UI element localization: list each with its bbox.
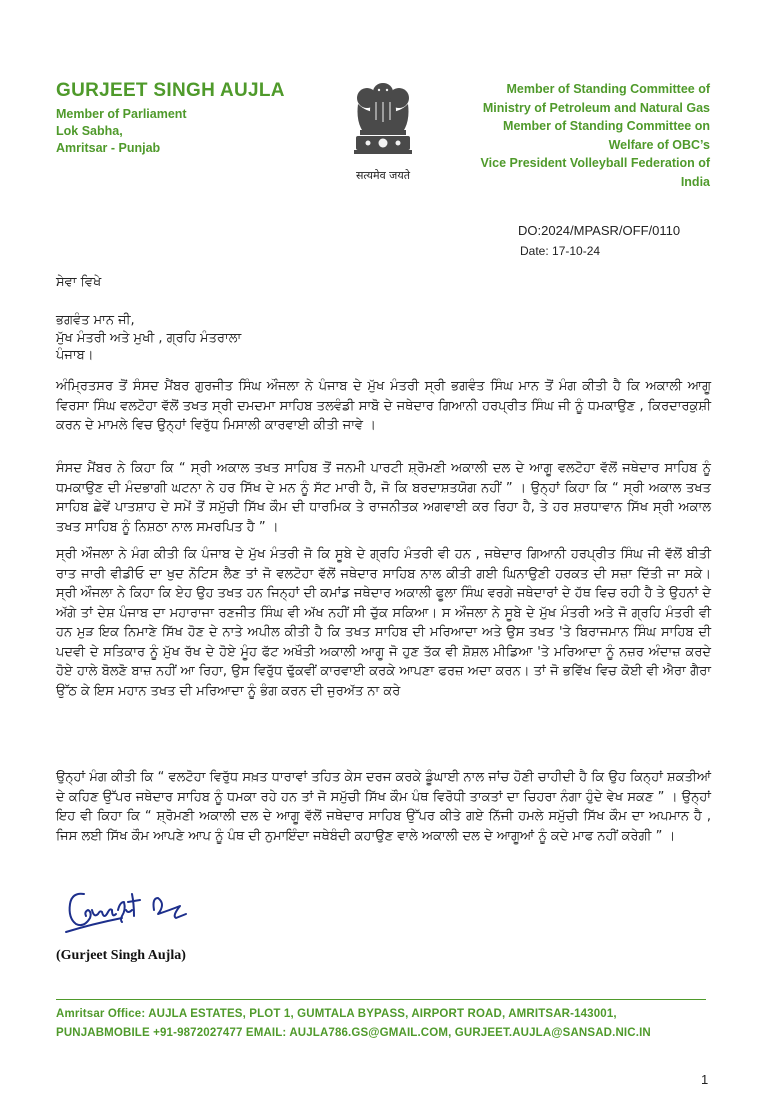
committee-line: Welfare of OBC’s [608, 137, 710, 152]
committee-line: Ministry of Petroleum and Natural Gas [482, 100, 710, 115]
signatory-name: (Gurjeet Singh Aujla) [56, 948, 186, 963]
body-paragraph: ਅੰਮ੍ਰਿਤਸਰ ਤੋਂ ਸੰਸਦ ਮੈਂਬਰ ਗੁਰਜੀਤ ਸਿੰਘ ਔਜਲਾ ਨੇ ਪੰਜਾਬ ਦੇ ਮੁੱਖ ਮੰਤਰੀ ਸ੍ਰੀ ਭਗਵੰਤ ਸਿੰਘ ਮਾਨ ਤੋਂ ਮੰਗ ਕੀਤੀ ਹੈ ਕਿ ਅਕਾਲੀ ਆਗੂ ਵਿਰਸਾ ਸਿੰਘ ਵਲਟੋਹਾ ਵੱਲੋਂ ਤਖਤ ਸ੍ਰੀ ਦਮਦਮਾ ਸਾਹਿਬ ਤਲਵੰਡੀ ਸਾਬੋ ਦੇ ਜਥੇਦਾਰ ਗਿਆਨੀ ਹਰਪ੍ਰੀਤ ਸਿੰਘ ਜੀ ਨੂੰ ਧਮਕਾਉਣ , ਕਿਰਦਾਰਕੁਸ਼ੀ ਕਰਨ ਦੇ ਮਾਮਲੇ ਵਿਚ ਉਨ੍ਹਾਂ ਵਿਰੁੱਧ ਮਿਸਾਲੀ ਕਾਰਵਾਈ ਕੀਤੀ ਜਾਵੇ । [56, 379, 711, 433]
committee-line: Vice President Volleyball Federation of [480, 156, 710, 171]
committee-line: Member of Standing Committee on [503, 119, 710, 134]
footer-divider [56, 999, 706, 1000]
salutation: ਸੇਵਾ ਵਿਖੇ [56, 275, 102, 290]
sender-designation [56, 106, 187, 157]
sender-name: GURJEET SINGH AUJLA [56, 80, 285, 101]
emblem-motto: सत्यमेव जयते [355, 169, 410, 182]
addressee-line: ਪੰਜਾਬ। [56, 348, 94, 363]
reference-number: DO:2024/MPASR/OFF/0110 [518, 223, 681, 238]
footer-line: Amritsar Office: AUJLA ESTATES, PLOT 1, GUMTALA BYPASS, AIRPORT ROAD, AMRITSAR-143001, [56, 1008, 617, 1020]
committee-memberships [481, 80, 710, 192]
sender-designation-line: Member of Parliament [56, 107, 187, 121]
footer-address [56, 1005, 651, 1042]
letter-date: Date: 17-10-24 [520, 244, 601, 258]
page-number: 1 [701, 1072, 709, 1087]
footer-line: PUNJABMOBILE +91-9872027477 EMAIL: AUJLA786.GS@GMAIL.COM, GURJEET.AUJLA@SANSAD.NIC.IN [56, 1026, 651, 1039]
body-paragraph: ਸੰਸਦ ਮੈਂਬਰ ਨੇ ਕਿਹਾ ਕਿ “ ਸ੍ਰੀ ਅਕਾਲ ਤਖਤ ਸਾਹਿਬ ਤੋਂ ਜਨਮੀ ਪਾਰਟੀ ਸ਼੍ਰੋਮਣੀ ਅਕਾਲੀ ਦਲ ਦੇ ਆਗੂ ਵਲਟੋਹਾ ਵੱਲੋਂ ਜਥੇਦਾਰ ਸਾਹਿਬ ਨੂੰ ਧਮਕਾਉਣ ਦੀ ਮੰਦਭਾਗੀ ਘਟਨਾ ਨੇ ਹਰ ਸਿੱਖ ਦੇ ਮਨ ਨੂੰ ਸੱਟ ਮਾਰੀ ਹੈ, ਜੋ ਕਿ ਬਰਦਾਸ਼ਤਯੋਗ ਨਹੀਂ ” । ਉਨ੍ਹਾਂ ਕਿਹਾ ਕਿ “ ਸ੍ਰੀ ਅਕਾਲ ਤਖਤ ਸਾਹਿਬ ਛੇਵੇਂ ਪਾਤਸ਼ਾਹ ਦੇ ਸਮੇਂ ਤੋਂ ਸਮੁੱਚੀ ਸਿੱਖ ਕੌਮ ਦੀ ਧਾਰਮਿਕ ਤੇ ਰਾਜਨੀਤਕ ਅਗਵਾਈ ਕਰ ਰਿਹਾ ਹੈ, ਤੇ ਹਰ ਸ਼ਰਧਾਵਾਨ ਸਿੱਖ ਸ੍ਰੀ ਅਕਾਲ ਤਖਤ ਸਾਹਿਬ ਨੂੰ ਨਿਸ਼ਠਾ ਨਾਲ ਸਮਰਪਿਤ ਹੈ ” । [56, 461, 711, 535]
handwritten-signature [62, 880, 212, 940]
committee-line: India [680, 174, 710, 189]
sender-designation-line: Lok Sabha, [56, 124, 123, 138]
addressee-block [56, 312, 241, 365]
committee-line: Member of Standing Committee of [506, 82, 710, 96]
addressee-line: ਮੁੱਖ ਮੰਤਰੀ ਅਤੇ ਮੁਖੀ , ਗ੍ਰਹਿ ਮੰਤਰਾਲਾ [56, 330, 242, 346]
body-paragraph: ਉਨ੍ਹਾਂ ਮੰਗ ਕੀਤੀ ਕਿ “ ਵਲਟੋਹਾ ਵਿਰੁੱਧ ਸਖ਼ਤ ਧਾਰਾਵਾਂ ਤਹਿਤ ਕੇਸ ਦਰਜ ਕਰਕੇ ਡੂੰਘਾਈ ਨਾਲ ਜਾਂਚ ਹੋਣੀ ਚਾਹੀਦੀ ਹੈ ਕਿ ਉਹ ਕਿਨ੍ਹਾਂ ਸ਼ਕਤੀਆਂ ਦੇ ਕਹਿਣ ਉੱਪਰ ਜਥੇਦਾਰ ਸਾਹਿਬ ਨੂੰ ਧਮਕਾ ਰਹੇ ਹਨ ਤਾਂ ਜੋ ਸਮੁੱਚੀ ਸਿੱਖ ਕੌਮ ਪੰਥ ਵਿਰੋਧੀ ਤਾਕਤਾਂ ਦਾ ਚਿਹਰਾ ਨੰਗਾ ਹੁੰਦੇ ਵੇਖ ਸਕਣ ” । ਉਨ੍ਹਾਂ ਇਹ ਵੀ ਕਿਹਾ ਕਿ “ ਸ਼੍ਰੋਮਣੀ ਅਕਾਲੀ ਦਲ ਦੇ ਆਗੂ ਵੱਲੋਂ ਜਥੇਦਾਰ ਸਾਹਿਬ ਉੱਪਰ ਕੀਤੇ ਗਏ ਨਿੱਜੀ ਹਮਲੇ ਸਮੁੱਚੀ ਸਿੱਖ ਕੌਮ ਦਾ ਅਪਮਾਨ ਹੈ , ਜਿਸ ਲਈ ਸਿੱਖ ਕੌਮ ਆਪਣੇ ਆਪ ਨੂੰ ਪੰਥ ਦੀ ਨੁਮਾਇੰਦਾ ਜਥੇਬੰਦੀ ਕਹਾਉਣ ਵਾਲੇ ਅਕਾਲੀ ਦਲ ਦੇ ਆਗੂਆਂ ਨੂੰ ਕਦੇ ਮਾਫ ਨਹੀਂ ਕਰੇਗੀ ” । [56, 770, 711, 844]
addressee-line: ਭਗਵੰਤ ਮਾਨ ਜੀ, [56, 313, 135, 328]
body-paragraph: ਸ੍ਰੀ ਔਜਲਾ ਨੇ ਮੰਗ ਕੀਤੀ ਕਿ ਪੰਜਾਬ ਦੇ ਮੁੱਖ ਮੰਤਰੀ ਜੋ ਕਿ ਸੂਬੇ ਦੇ ਗ੍ਰਹਿ ਮੰਤਰੀ ਵੀ ਹਨ , ਜਥੇਦਾਰ ਗਿਆਨੀ ਹਰਪ੍ਰੀਤ ਸਿੰਘ ਜੀ ਵੱਲੋਂ ਬੀਤੀ ਰਾਤ ਜਾਰੀ ਵੀਡੀਓ ਦਾ ਖੁਦ ਨੋਟਿਸ ਲੈਣ ਤਾਂ ਜੋ ਵਲਟੋਹਾ ਵੱਲੋਂ ਜਥੇਦਾਰ ਸਾਹਿਬ ਨਾਲ ਕੀਤੀ ਗਈ ਘਿਨਾਉਣੀ ਹਰਕਤ ਦੀ ਸਜ਼ਾ ਦਿੱਤੀ ਜਾ ਸਕੇ। ਸ੍ਰੀ ਔਜਲਾ ਨੇ ਕਿਹਾ ਕਿ ਏਹ ਉਹ ਤਖਤ ਹਨ ਜਿਨ੍ਹਾਂ ਦੀ ਕਮਾਂਡ ਜਥੇਦਾਰ ਅਕਾਲੀ ਫੂਲਾ ਸਿੰਘ ਵਰਗੇ ਜਥੇਦਾਰਾਂ ਦੇ ਹੱਥ ਵਿਚ ਰਹੀ ਹੈ ਤੇ ਉਹਨਾਂ ਦੇ ਅੱਗੇ ਤਾਂ ਦੇਸ਼ ਪੰਜਾਬ ਦਾ ਮਹਾਰਾਜਾ ਰਣਜੀਤ ਸਿੰਘ ਵੀ ਅੱਖ ਨਹੀਂ ਸੀ ਚੁੱਕ ਸਕਿਆ। ਸ ਔਜਲਾ ਨੇ ਸੂਬੇ ਦੇ ਮੁੱਖ ਮੰਤਰੀ ਅਤੇ ਜੋ ਗ੍ਰਹਿ ਮੰਤਰੀ ਵੀ ਹਨ ਮੁੜ ਇਕ ਨਿਮਾਣੇ ਸਿੱਖ ਹੋਣ ਦੇ ਨਾਤੇ ਅਪੀਲ ਕੀਤੀ ਹੈ ਕਿ ਤਖਤ ਸਾਹਿਬ ਦੀ ਮਰਿਆਦਾ ਅਤੇ ਉਸ ਤਖਤ 'ਤੇ ਬਿਰਾਜਮਾਨ ਸਿੰਘ ਸਾਹਿਬ ਦੀ ਪਦਵੀ ਦੇ ਸਤਿਕਾਰ ਨੂੰ ਮੁੱਖ ਰੱਖ ਦੇ ਹੋਏ ਮੂੰਹ ਫੱਟ ਅਖੌਤੀ ਅਕਾਲੀ ਆਗੂ ਜੋ ਹੁਣ ਤੱਕ ਵੀ ਸ਼ੋਸ਼ਲ ਮੀਡਿਆ 'ਤੇ ਮਰਿਆਦਾ ਨੂੰ ਨਜ਼ਰ ਅੰਦਾਜ਼ ਕਰਦੇ ਹੋਏ ਹਾਲੇ ਬੋਲਣੋ ਬਾਜ਼ ਨਹੀਂ ਆ ਰਿਹਾ, ਉਸ ਵਿਰੁੱਧ ਢੁੱਕਵੀਂ ਕਾਰਵਾਈ ਕਰਕੇ ਆਪਣਾ ਫਰਜ਼ ਅਦਾ ਕਰਨ। ਤਾਂ ਜੋ ਭਵਿੱਖ ਵਿਚ ਕੋਈ ਵੀ ਐਰਾ ਗੈਰਾ ਉੱਠ ਕੇ ਇਸ ਮਹਾਨ ਤਖਤ ਦੀ ਮਰਿਆਦਾ ਨੂੰ ਭੰਗ ਕਰਨ ਦੀ ਜੁਰਅੱਤ ਨਾ ਕਰੇ [56, 547, 711, 699]
sender-designation-line: Amritsar - Punjab [56, 141, 161, 155]
